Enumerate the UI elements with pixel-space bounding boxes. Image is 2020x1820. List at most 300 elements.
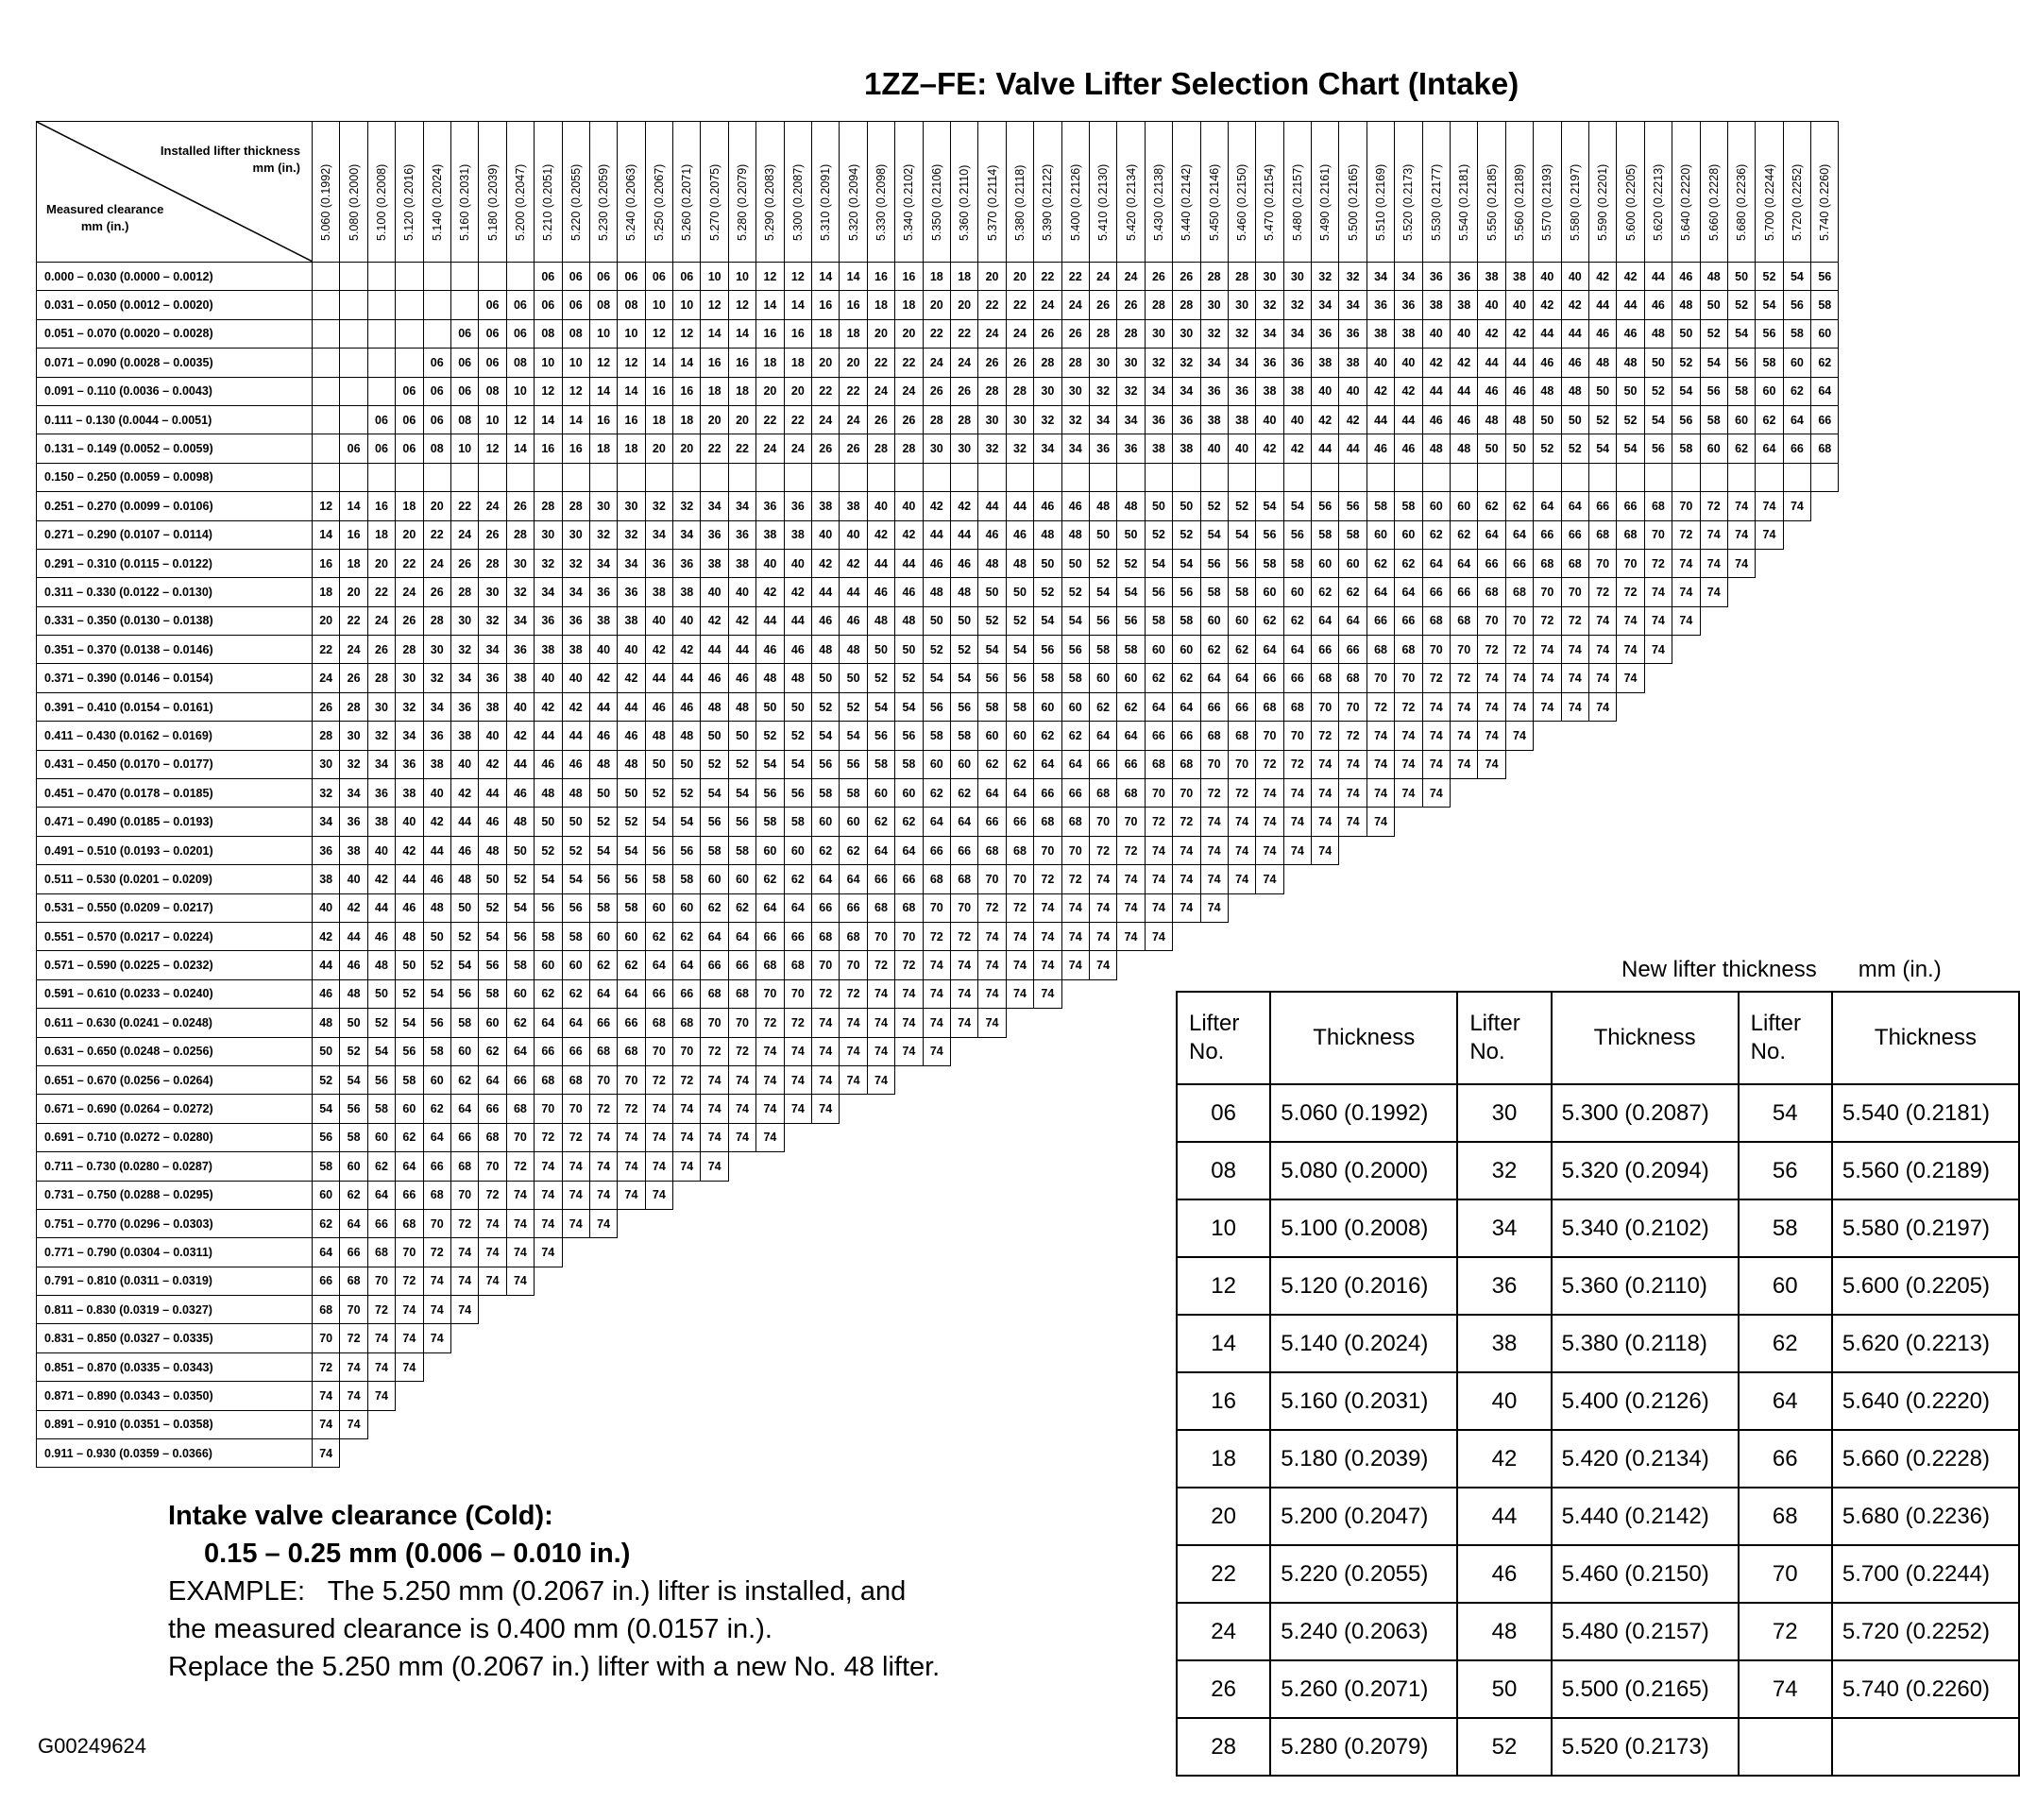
lifter-number-cell: 58 <box>340 1123 367 1151</box>
lifter-number-cell: 62 <box>756 865 784 893</box>
lifter-number: 30 <box>1457 1084 1551 1142</box>
lifter-number-cell: 46 <box>867 578 894 606</box>
lifter-number-cell: 74 <box>340 1352 367 1381</box>
lifter-number-cell: 56 <box>1700 377 1727 405</box>
lifter-number: 40 <box>1457 1372 1551 1430</box>
empty-cell <box>1117 1324 1145 1352</box>
empty-cell <box>756 1267 784 1295</box>
empty-cell <box>450 1410 478 1438</box>
lifter-number-cell: 18 <box>396 492 423 520</box>
empty-cell <box>1811 865 1839 893</box>
lifter-number-cell: 74 <box>1700 520 1727 549</box>
lifter-number-cell: 44 <box>562 722 589 750</box>
lifter-number-cell <box>450 263 478 291</box>
lifter-number-cell <box>367 263 395 291</box>
lifter-row <box>1177 1142 2019 1199</box>
column-header <box>1756 122 1783 263</box>
empty-cell <box>1644 893 1672 922</box>
lifter-number-cell: 64 <box>867 836 894 864</box>
lifter-row <box>1177 1488 2019 1545</box>
lifter-number-cell: 68 <box>978 836 1006 864</box>
lifter-number-cell: 32 <box>589 520 617 549</box>
empty-cell <box>1034 1209 1061 1237</box>
empty-cell <box>396 1439 423 1468</box>
lifter-number-cell: 68 <box>535 1065 562 1094</box>
empty-cell <box>589 1410 617 1438</box>
lifter-number-cell: 50 <box>479 865 506 893</box>
lifter-number-cell: 54 <box>1117 578 1145 606</box>
lifter-number-cell: 68 <box>812 922 840 950</box>
lifter-number-cell: 60 <box>1006 722 1033 750</box>
empty-cell <box>701 1209 728 1237</box>
lifter-number-cell: 46 <box>812 606 840 635</box>
lifter-number-cell <box>313 405 340 434</box>
lifter-number-cell: 32 <box>1200 319 1228 348</box>
lifter-number-cell: 58 <box>535 922 562 950</box>
lifter-number-cell: 22 <box>340 606 367 635</box>
empty-cell <box>895 1267 923 1295</box>
empty-cell <box>1644 722 1672 750</box>
lifter-thickness: 5.300 (0.2087) <box>1552 1084 1739 1142</box>
lifter-number-cell: 74 <box>867 1009 894 1037</box>
empty-cell <box>1478 922 1505 950</box>
lifter-number-cell: 12 <box>313 492 340 520</box>
lifter-number-cell: 46 <box>450 836 478 864</box>
lifter-number-cell: 52 <box>784 722 811 750</box>
empty-cell <box>950 1037 977 1065</box>
lifter-number-cell: 64 <box>535 1009 562 1037</box>
empty-cell <box>978 1296 1006 1324</box>
lifter-number-cell: 50 <box>562 808 589 836</box>
lifter-number-cell: 54 <box>1200 520 1228 549</box>
lifter-number-cell: 34 <box>645 520 672 549</box>
lifter-number-cell: 74 <box>978 922 1006 950</box>
empty-cell <box>618 1352 645 1381</box>
lifter-number-cell: 36 <box>1145 405 1172 434</box>
empty-cell <box>728 1238 755 1267</box>
lifter-number-cell: 68 <box>1505 578 1533 606</box>
column-header-label: 5.680 (0.2236) <box>1735 163 1749 241</box>
lifter-number-cell: 74 <box>673 1095 701 1123</box>
lifter-number-cell: 08 <box>562 319 589 348</box>
empty-cell <box>1617 779 1644 808</box>
lifter-number-cell: 68 <box>673 1009 701 1037</box>
lifter-number-cell: 16 <box>840 291 867 319</box>
lifter-number-cell: 22 <box>1061 263 1089 291</box>
lifter-number-cell: 54 <box>1588 434 1616 463</box>
empty-cell <box>673 1352 701 1381</box>
lifter-number-cell: 66 <box>923 836 950 864</box>
lifter-number-cell: 66 <box>756 922 784 950</box>
lifter-number-cell <box>756 463 784 491</box>
empty-cell <box>1451 922 1478 950</box>
lifter-number-cell: 48 <box>923 578 950 606</box>
empty-cell <box>1200 922 1228 950</box>
empty-cell <box>950 1324 977 1352</box>
lifter-number-cell: 68 <box>867 893 894 922</box>
empty-cell <box>1505 836 1533 864</box>
lifter-number-cell: 52 <box>756 722 784 750</box>
lifter-number-cell: 32 <box>673 492 701 520</box>
column-header <box>618 122 645 263</box>
lifter-number-cell: 52 <box>1228 492 1255 520</box>
lifter-number-cell: 52 <box>728 750 755 778</box>
lifter-number-cell: 26 <box>313 692 340 721</box>
lifter-number-cell: 56 <box>1145 578 1172 606</box>
lifter-number-cell: 58 <box>728 836 755 864</box>
empty-cell <box>1061 1123 1089 1151</box>
empty-cell <box>1727 750 1755 778</box>
lifter-number-cell: 62 <box>1505 492 1533 520</box>
lifter-number-cell: 38 <box>562 636 589 664</box>
lifter-number-cell: 66 <box>1422 578 1450 606</box>
clearance-row <box>37 263 1839 291</box>
lifter-number: 20 <box>1177 1488 1270 1545</box>
empty-cell <box>618 1238 645 1267</box>
empty-cell <box>1200 951 1228 979</box>
lifter-number-cell: 58 <box>867 750 894 778</box>
lifter-number-cell: 62 <box>673 922 701 950</box>
lifter-thickness: 5.580 (0.2197) <box>1832 1199 2019 1257</box>
lifter-number-cell: 68 <box>1422 606 1450 635</box>
lifter-number-cell: 52 <box>1588 405 1616 434</box>
lifter-number-cell: 50 <box>1006 578 1033 606</box>
empty-cell <box>479 1382 506 1410</box>
lifter-number-cell: 58 <box>1006 692 1033 721</box>
lifter-number: 60 <box>1739 1257 1832 1315</box>
empty-cell <box>1061 1238 1089 1267</box>
lifter-number-cell <box>1478 463 1505 491</box>
empty-cell <box>756 1439 784 1468</box>
lifter-number-cell: 62 <box>1283 606 1311 635</box>
lifter-number-cell: 32 <box>618 520 645 549</box>
column-header-label: 5.240 (0.2063) <box>624 163 638 241</box>
lifter-number-cell: 72 <box>1644 549 1672 577</box>
lifter-number-cell: 18 <box>673 405 701 434</box>
lifter-number-cell: 42 <box>1505 319 1533 348</box>
lifter-number-cell: 40 <box>812 520 840 549</box>
lifter-number-cell: 24 <box>479 492 506 520</box>
lifter-number-cell: 64 <box>589 979 617 1008</box>
lifter-number-cell: 74 <box>1145 836 1172 864</box>
empty-cell <box>701 1181 728 1209</box>
empty-cell <box>756 1181 784 1209</box>
lifter-number-cell: 48 <box>313 1009 340 1037</box>
lifter-number-cell: 44 <box>728 636 755 664</box>
empty-cell <box>840 1095 867 1123</box>
column-header-label: 5.300 (0.2087) <box>790 163 805 241</box>
column-header-label: 5.430 (0.2138) <box>1151 163 1165 241</box>
empty-cell <box>506 1324 534 1352</box>
lifter-number-cell: 62 <box>1200 636 1228 664</box>
column-header <box>1200 122 1228 263</box>
empty-cell <box>1534 951 1561 979</box>
empty-cell <box>1283 893 1311 922</box>
lifter-number-cell: 70 <box>1505 606 1533 635</box>
empty-cell <box>589 1352 617 1381</box>
lifter-number-cell: 42 <box>313 922 340 950</box>
clearance-row <box>37 606 1839 635</box>
lifter-number-cell: 26 <box>340 664 367 692</box>
lifter-number-cell: 48 <box>506 808 534 836</box>
lifter-number-cell: 62 <box>728 893 755 922</box>
empty-cell <box>1006 1209 1033 1237</box>
lifter-number: 74 <box>1739 1660 1832 1718</box>
empty-cell <box>867 1382 894 1410</box>
lifter-number-cell: 10 <box>589 319 617 348</box>
lifter-number-cell: 74 <box>1339 779 1366 808</box>
lifter-number-cell: 24 <box>812 405 840 434</box>
lifter-number-cell: 54 <box>1034 606 1061 635</box>
lifter-number-cell: 56 <box>645 836 672 864</box>
lifter-number-cell: 74 <box>313 1439 340 1468</box>
lifter-number-cell: 36 <box>701 520 728 549</box>
lifter-number-cell: 66 <box>1145 722 1172 750</box>
empty-cell <box>423 1410 450 1438</box>
lifter-number-cell: 44 <box>506 750 534 778</box>
lifter-number-cell: 62 <box>535 979 562 1008</box>
empty-cell <box>535 1410 562 1438</box>
column-header-label: 5.320 (0.2094) <box>846 163 860 241</box>
lifter-number-cell: 70 <box>1617 549 1644 577</box>
lifter-number-cell: 24 <box>840 405 867 434</box>
lifter-number-cell: 42 <box>784 578 811 606</box>
empty-cell <box>840 1352 867 1381</box>
lifter-number-cell: 74 <box>1727 549 1755 577</box>
clearance-range-label: 0.000 – 0.030 (0.0000 – 0.0012) <box>37 263 313 291</box>
lifter-row <box>1177 1603 2019 1660</box>
empty-cell <box>1061 1324 1089 1352</box>
lifter-number-cell: 74 <box>1034 951 1061 979</box>
lifter-number-cell: 40 <box>1561 263 1588 291</box>
lifter-number-cell: 48 <box>367 951 395 979</box>
lifter-number-cell: 40 <box>340 865 367 893</box>
empty-cell <box>1588 836 1616 864</box>
lifter-number-cell: 60 <box>340 1152 367 1181</box>
lifter-number-cell: 40 <box>756 549 784 577</box>
lifter-number-cell: 74 <box>950 951 977 979</box>
lifter-row <box>1177 1372 2019 1430</box>
lifter-number-cell: 26 <box>396 606 423 635</box>
lifter-number-cell <box>1505 463 1533 491</box>
empty-cell <box>1811 606 1839 635</box>
lifter-number-cell: 74 <box>450 1296 478 1324</box>
empty-cell <box>1617 922 1644 950</box>
empty-cell <box>479 1352 506 1381</box>
lifter-number-cell: 38 <box>1145 434 1172 463</box>
empty-cell <box>728 1382 755 1410</box>
lifter-number-cell: 06 <box>396 377 423 405</box>
lifter-number-cell: 74 <box>1644 578 1672 606</box>
lifter-number-cell: 16 <box>784 319 811 348</box>
empty-cell <box>673 1439 701 1468</box>
empty-cell <box>784 1324 811 1352</box>
lifter-number-cell: 30 <box>1173 319 1200 348</box>
lifter-number-cell <box>978 463 1006 491</box>
lifter-number-cell: 48 <box>589 750 617 778</box>
lifter-number-cell: 70 <box>950 893 977 922</box>
empty-cell <box>1061 1267 1089 1295</box>
lifter-number-cell: 72 <box>423 1238 450 1267</box>
lifter-number-cell: 42 <box>562 692 589 721</box>
lifter-number-cell: 50 <box>1173 492 1200 520</box>
empty-cell <box>1588 808 1616 836</box>
lifter-number-cell: 74 <box>535 1152 562 1181</box>
column-header <box>1117 122 1145 263</box>
lifter-number-cell: 54 <box>1089 578 1116 606</box>
lifter-number-cell: 74 <box>589 1123 617 1151</box>
lifter-number-cell: 74 <box>589 1152 617 1181</box>
lifter-number-cell: 74 <box>1422 779 1450 808</box>
empty-cell <box>535 1296 562 1324</box>
empty-cell <box>978 1181 1006 1209</box>
lifter-number-cell: 28 <box>867 434 894 463</box>
lifter-number-cell: 34 <box>1366 263 1394 291</box>
empty-cell <box>840 1382 867 1410</box>
installed-unit-text: mm (in.) <box>252 161 300 175</box>
lifter-number-cell: 20 <box>340 578 367 606</box>
lifter-number-cell: 24 <box>867 377 894 405</box>
lifter-number-cell <box>450 291 478 319</box>
lifter-number-cell: 62 <box>1256 606 1283 635</box>
empty-cell <box>1061 1296 1089 1324</box>
lifter-number-cell: 24 <box>950 349 977 377</box>
lifter-number-cell: 66 <box>450 1123 478 1151</box>
lifter-number-cell: 64 <box>1422 549 1450 577</box>
lifter-number-cell: 38 <box>1505 263 1533 291</box>
lifter-number-cell: 28 <box>1006 377 1033 405</box>
lifter-number-cell: 72 <box>1395 692 1422 721</box>
lifter-number-cell: 54 <box>1006 636 1033 664</box>
clearance-row <box>37 291 1839 319</box>
lifter-number-cell: 48 <box>1505 405 1533 434</box>
lifter-number-cell: 16 <box>340 520 367 549</box>
empty-cell <box>923 1352 950 1381</box>
lifter-number-cell: 74 <box>1256 836 1283 864</box>
lifter-number-cell: 44 <box>812 578 840 606</box>
lifter-number-cell: 70 <box>1478 606 1505 635</box>
empty-cell <box>1366 865 1394 893</box>
lifter-number-cell: 40 <box>1422 319 1450 348</box>
lifter-number-cell: 26 <box>923 377 950 405</box>
lifter-number-cell: 40 <box>867 492 894 520</box>
lifter-number-cell: 34 <box>562 578 589 606</box>
lifter-number-cell: 52 <box>506 865 534 893</box>
lifter-number-cell: 72 <box>978 893 1006 922</box>
lifter-number-cell: 74 <box>396 1352 423 1381</box>
empty-cell <box>1006 1037 1033 1065</box>
lifter-number-cell: 38 <box>1395 319 1422 348</box>
chart-corner-cell <box>37 122 313 263</box>
lifter-number-cell <box>313 319 340 348</box>
empty-cell <box>1644 750 1672 778</box>
lifter-number-cell: 60 <box>1451 492 1478 520</box>
lifter-number-cell: 34 <box>1034 434 1061 463</box>
lifter-number-cell: 60 <box>1783 349 1810 377</box>
lifter-number-cell: 74 <box>1173 836 1200 864</box>
lifter-number-cell <box>340 319 367 348</box>
lifter-number-cell: 74 <box>1117 893 1145 922</box>
lifter-number: 50 <box>1457 1660 1551 1718</box>
empty-cell <box>1811 922 1839 950</box>
lifter-number-cell: 72 <box>1422 664 1450 692</box>
clearance-range-label: 0.851 – 0.870 (0.0335 – 0.0343) <box>37 1352 313 1381</box>
lifter-number-cell: 60 <box>479 1009 506 1037</box>
column-header <box>1173 122 1200 263</box>
lifter-number-cell: 40 <box>1228 434 1255 463</box>
lifter-number-cell: 34 <box>423 692 450 721</box>
lifter-number-cell: 06 <box>367 434 395 463</box>
lifter-number-cell: 20 <box>396 520 423 549</box>
empty-cell <box>1034 1181 1061 1209</box>
empty-cell <box>812 1439 840 1468</box>
lifter-number-cell: 74 <box>1534 664 1561 692</box>
lifter-number-cell: 52 <box>1672 349 1700 377</box>
column-header <box>367 122 395 263</box>
lifter-number-cell: 44 <box>784 606 811 635</box>
lifter-number-cell: 74 <box>756 1095 784 1123</box>
lifter-number-cell: 74 <box>812 1065 840 1094</box>
lifter-number-cell: 30 <box>367 692 395 721</box>
empty-cell <box>1089 1267 1116 1295</box>
lifter-number-cell: 66 <box>701 951 728 979</box>
lifter-number-cell: 74 <box>645 1123 672 1151</box>
lifter-number-cell: 70 <box>728 1009 755 1037</box>
lifter-number-cell: 52 <box>1089 549 1116 577</box>
lifter-no-header: Lifter No. <box>1739 992 1832 1084</box>
empty-cell <box>728 1410 755 1438</box>
lifter-number-cell: 72 <box>367 1296 395 1324</box>
lifter-number-cell: 48 <box>1422 434 1450 463</box>
lifter-number-cell <box>562 463 589 491</box>
empty-cell <box>756 1382 784 1410</box>
column-header <box>479 122 506 263</box>
lifter-number-cell: 46 <box>506 779 534 808</box>
lifter-number-cell: 34 <box>1228 349 1255 377</box>
lifter-number-cell: 32 <box>562 549 589 577</box>
lifter-number-cell: 18 <box>867 291 894 319</box>
lifter-number-cell: 50 <box>1672 319 1700 348</box>
empty-cell <box>1451 951 1478 979</box>
lifter-number-cell: 10 <box>673 291 701 319</box>
lifter-number-cell: 36 <box>1089 434 1116 463</box>
empty-cell <box>589 1324 617 1352</box>
lifter-number-cell: 40 <box>1366 349 1394 377</box>
lifter-number-cell: 52 <box>535 836 562 864</box>
lifter-number-cell: 40 <box>396 808 423 836</box>
lifter-row <box>1177 1718 2019 1776</box>
lifter-number-cell: 48 <box>1117 492 1145 520</box>
lifter-number-cell: 34 <box>1395 263 1422 291</box>
empty-cell <box>784 1152 811 1181</box>
empty-cell <box>1478 951 1505 979</box>
lifter-number-cell: 56 <box>1034 636 1061 664</box>
empty-cell <box>1061 1382 1089 1410</box>
lifter-number: 26 <box>1177 1660 1270 1718</box>
empty-cell <box>1561 750 1588 778</box>
lifter-number-cell: 70 <box>1561 578 1588 606</box>
lifter-number-cell: 74 <box>1505 722 1533 750</box>
empty-cell <box>978 1238 1006 1267</box>
empty-cell <box>950 1267 977 1295</box>
lifter-number-cell: 22 <box>950 319 977 348</box>
lifter-number-cell: 60 <box>756 836 784 864</box>
lifter-number-cell: 32 <box>645 492 672 520</box>
lifter-number-cell: 42 <box>1617 263 1644 291</box>
lifter-row <box>1177 1660 2019 1718</box>
empty-cell <box>867 1352 894 1381</box>
empty-cell <box>1034 1009 1061 1037</box>
